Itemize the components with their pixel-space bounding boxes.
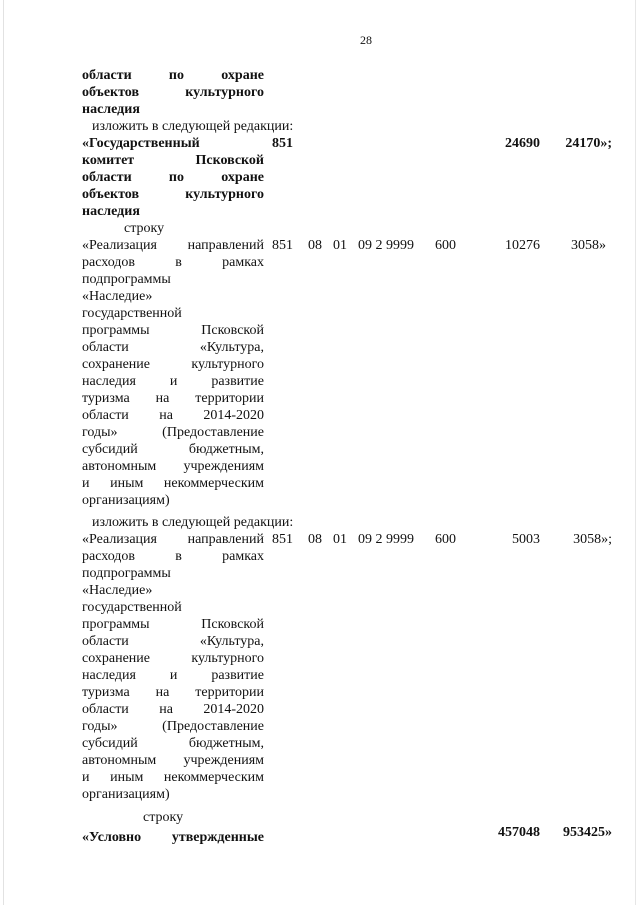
block3-value-1: 10276: [505, 238, 540, 253]
block3-line-10: туризма на территории: [82, 391, 264, 406]
block4-line-7: области «Культура,: [82, 634, 264, 649]
block4-line-15: и иным некоммерческим: [82, 770, 264, 785]
block4-line-4: «Наследие»: [82, 583, 153, 598]
stroku-2: строку: [143, 810, 184, 825]
block3-line-1: «Реализация направлений: [82, 238, 264, 253]
block4-line-1: «Реализация направлений: [82, 532, 264, 547]
block2-code: 851: [272, 136, 293, 151]
block4-last-line: организациям): [82, 787, 170, 802]
block1-line-2: объектов культурного: [82, 85, 264, 100]
block1-last-line: наследия: [82, 102, 140, 117]
block3-code-type: 600: [435, 238, 456, 253]
block3-line-13: субсидий бюджетным,: [82, 442, 264, 457]
block3-code-admin: 851: [272, 238, 293, 253]
block5-value-1: 457048: [498, 825, 540, 840]
block3-code-subsection: 01: [333, 238, 347, 253]
block4-code-subsection: 01: [333, 532, 347, 547]
block4-line-14: автономным учреждениям: [82, 753, 264, 768]
block3-code-target: 09 2 9999: [358, 238, 414, 253]
block3-line-14: автономным учреждениям: [82, 459, 264, 474]
block4-line-9: наследия и развитие: [82, 668, 264, 683]
block4-line-6: программы Псковской: [82, 617, 264, 632]
block4-line-2: расходов в рамках: [82, 549, 264, 564]
stroku-1: строку: [124, 221, 165, 236]
scan-edge-right: [635, 0, 636, 905]
block3-line-3: подпрограммы: [82, 272, 171, 287]
block4-line-13: субсидий бюджетным,: [82, 736, 264, 751]
block3-value-2: 3058»: [571, 238, 606, 253]
block4-line-11: области на 2014-2020: [82, 702, 264, 717]
block3-code-section: 08: [308, 238, 322, 253]
block4-code-admin: 851: [272, 532, 293, 547]
page-number: 28: [360, 33, 372, 47]
block2-last-line: наследия: [82, 204, 140, 219]
scan-edge-left: [3, 0, 4, 905]
block3-line-6: программы Псковской: [82, 323, 264, 338]
block5-value-2: 953425»: [563, 825, 612, 840]
block4-code-section: 08: [308, 532, 322, 547]
block5-line-1: «Условно утвержденные: [82, 830, 264, 845]
block3-line-8: сохранение культурного: [82, 357, 264, 372]
block3-line-7: области «Культура,: [82, 340, 264, 355]
block4-value-1: 5003: [512, 532, 540, 547]
block3-line-5: государственной: [82, 306, 182, 321]
block3-line-2: расходов в рамках: [82, 255, 264, 270]
block4-line-3: подпрограммы: [82, 566, 171, 581]
block3-line-4: «Наследие»: [82, 289, 153, 304]
block4-value-2: 3058»;: [573, 532, 612, 547]
block2-line-3: области по охране: [82, 170, 264, 185]
instruction-1: изложить в следующей редакции:: [92, 119, 294, 134]
block1-line-1: области по охране: [82, 68, 264, 83]
block4-code-target: 09 2 9999: [358, 532, 414, 547]
block3-line-11: области на 2014-2020: [82, 408, 264, 423]
block2-line-2: комитет Псковской: [82, 153, 264, 168]
block3-line-12: годы» (Предоставление: [82, 425, 264, 440]
instruction-2: изложить в следующей редакции:: [92, 515, 294, 530]
block3-line-9: наследия и развитие: [82, 374, 264, 389]
block3-last-line: организациям): [82, 493, 170, 508]
block2-line-1: «Государственный: [82, 136, 200, 151]
block4-code-type: 600: [435, 532, 456, 547]
block4-line-5: государственной: [82, 600, 182, 615]
block2-value-2: 24170»;: [565, 136, 612, 151]
block4-line-8: сохранение культурного: [82, 651, 264, 666]
block2-line-4: объектов культурного: [82, 187, 264, 202]
block4-line-10: туризма на территории: [82, 685, 264, 700]
block2-value-1: 24690: [505, 136, 540, 151]
block3-line-15: и иным некоммерческим: [82, 476, 264, 491]
block4-line-12: годы» (Предоставление: [82, 719, 264, 734]
